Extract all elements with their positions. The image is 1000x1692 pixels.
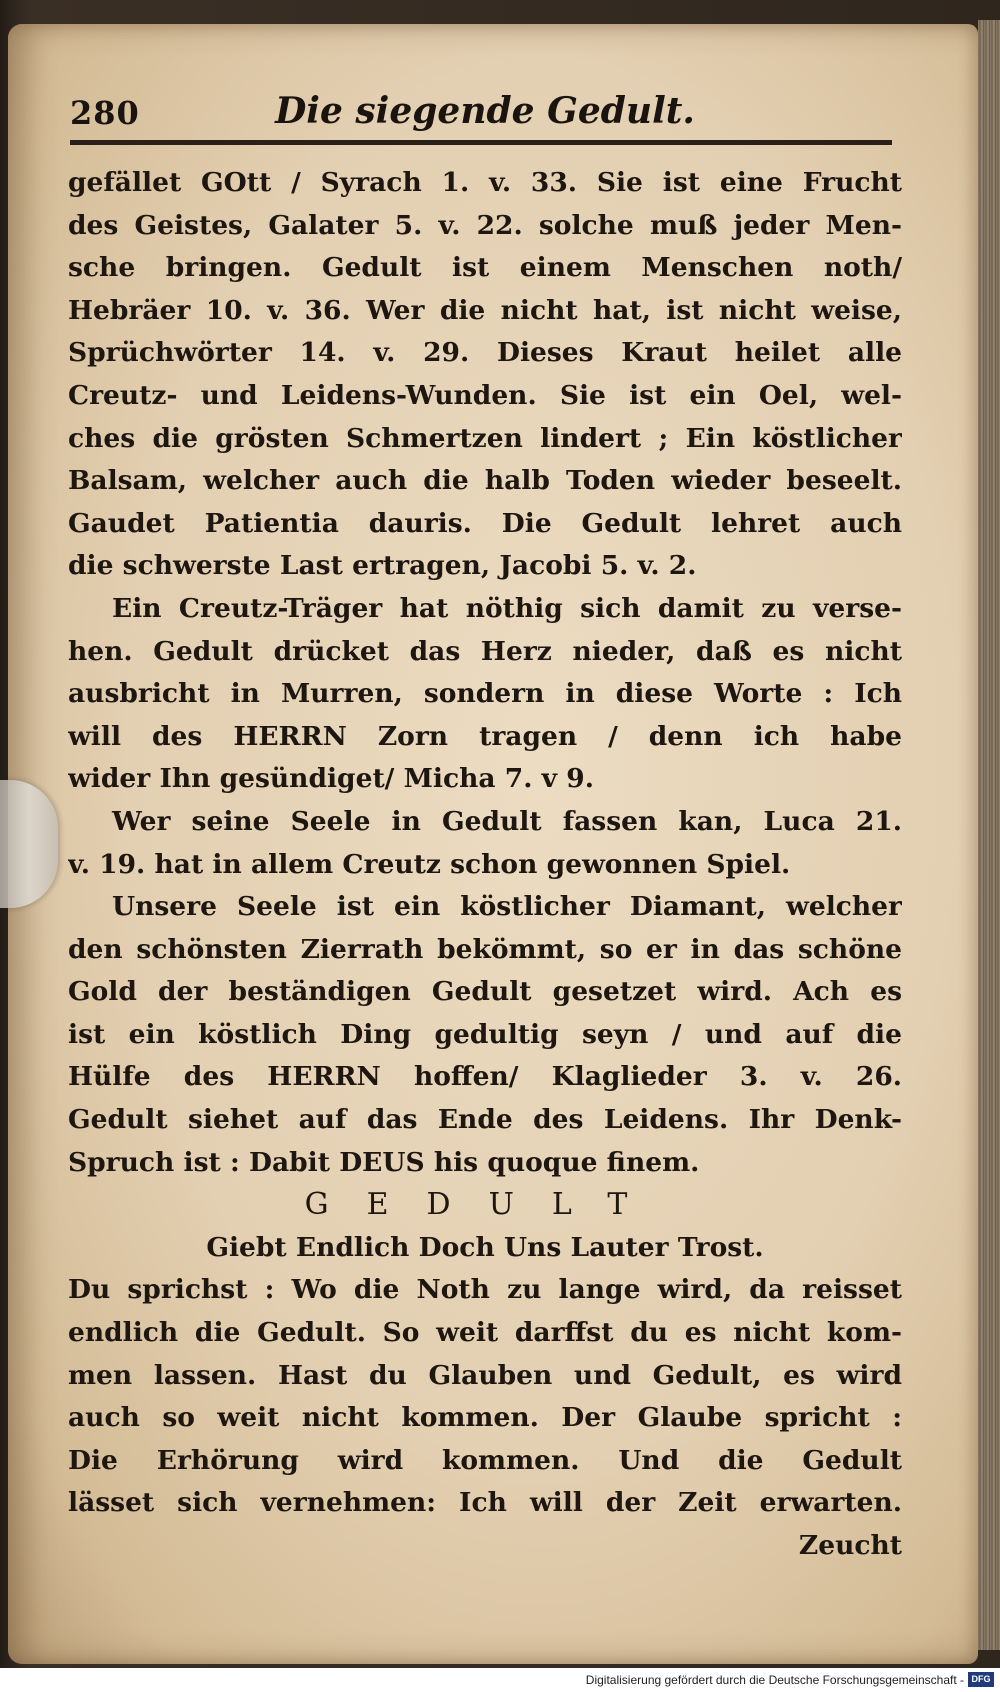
text-line: gefället GOtt / Syrach 1. v. 33. Sie ist eine Frucht [68, 167, 902, 198]
page-number: 280 [70, 94, 140, 132]
text-line: men lassen. Hast du Glauben und Gedult, es wird [68, 1359, 902, 1391]
text-line: Hülfe des HERRN hoffen/ Klaglieder 3. v. 26. [68, 1061, 902, 1093]
text-line: Balsam, welcher auch die halb Toden wieder beseelt. [68, 465, 902, 497]
text-line: Ein Creutz-Träger hat nöthig sich damit zu verse- [112, 592, 902, 624]
text-line: Unsere Seele ist ein köstlicher Diamant, welcher [112, 891, 902, 923]
text-line: hen. Gedult drücket das Herz nieder, daß es nicht [68, 635, 902, 667]
text-line: Giebt Endlich Doch Uns Lauter Trost. [206, 1231, 764, 1263]
text-line: lässet sich vernehmen: Ich will der Zeit erwarten. [68, 1487, 902, 1519]
text-line: des Geistes, Galater 5. v. 22. solche muß jeder Men- [68, 209, 902, 241]
text-line: ist ein köstlich Ding gedultig seyn / und auf die [68, 1018, 902, 1050]
text-line: den schönsten Zierrath bekömmt, so er in das schöne [68, 933, 902, 965]
text-line: ausbricht in Murren, sondern in diese Worte : Ich [68, 678, 902, 710]
footer-bar [0, 1668, 1000, 1692]
text-line: GEDULT [304, 1187, 666, 1223]
footer-credit: Digitalisierung gefördert durch die Deutsche Forschungsgemeinschaft - [585, 1673, 964, 1687]
text-line: endlich die Gedult. So weit darffst du es nicht kom- [68, 1317, 902, 1349]
text-line: auch so weit nicht kommen. Der Glaube spricht : [68, 1402, 902, 1434]
text-line: Wer seine Seele in Gedult fassen kan, Luca 21. [112, 805, 902, 837]
running-title: Die siegende Gedult. [275, 90, 695, 132]
text-line: v. 19. hat in allem Creutz schon gewonnen Spiel. [68, 848, 791, 880]
page-edge [978, 20, 1000, 1650]
text-line: sche bringen. Gedult ist einem Menschen noth/ [68, 252, 902, 284]
text-line: Spruch ist : Dabit DEUS his quoque finem. [68, 1146, 700, 1178]
text-line: wider Ihn gesündiget/ Micha 7. v 9. [68, 763, 594, 795]
text-line: Die Erhörung wird kommen. Und die Gedult [68, 1444, 902, 1476]
text-line: Gaudet Patientia dauris. Die Gedult lehret auch [68, 507, 902, 539]
dfg-logo: DFG [968, 1672, 994, 1687]
text-line: Gedult siehet auf das Ende des Leidens. Ihr Denk- [68, 1104, 902, 1136]
text-line: Creutz- und Leidens-Wunden. Sie ist ein Oel, wel- [68, 379, 902, 411]
header-rule [70, 140, 892, 145]
text-line: die schwerste Last ertragen, Jacobi 5. v. 2. [68, 550, 697, 582]
text-line: Du sprichst : Wo die Noth zu lange wird, da reisset [68, 1274, 902, 1306]
text-line: Zeucht [798, 1530, 902, 1561]
page-header [70, 88, 900, 144]
text-line: ches die grösten Schmertzen lindert ; Ein köstlicher [68, 422, 902, 454]
text-line: will des HERRN Zorn tragen / denn ich habe [68, 720, 902, 752]
page-clip [0, 780, 58, 908]
text-line: Hebräer 10. v. 36. Wer die nicht hat, ist nicht weise, [68, 294, 902, 326]
text-line: Sprüchwörter 14. v. 29. Dieses Kraut heilet alle [68, 337, 902, 369]
body-text [68, 162, 902, 1568]
text-line: Gold der beständigen Gedult gesetzet wird. Ach es [68, 976, 902, 1008]
